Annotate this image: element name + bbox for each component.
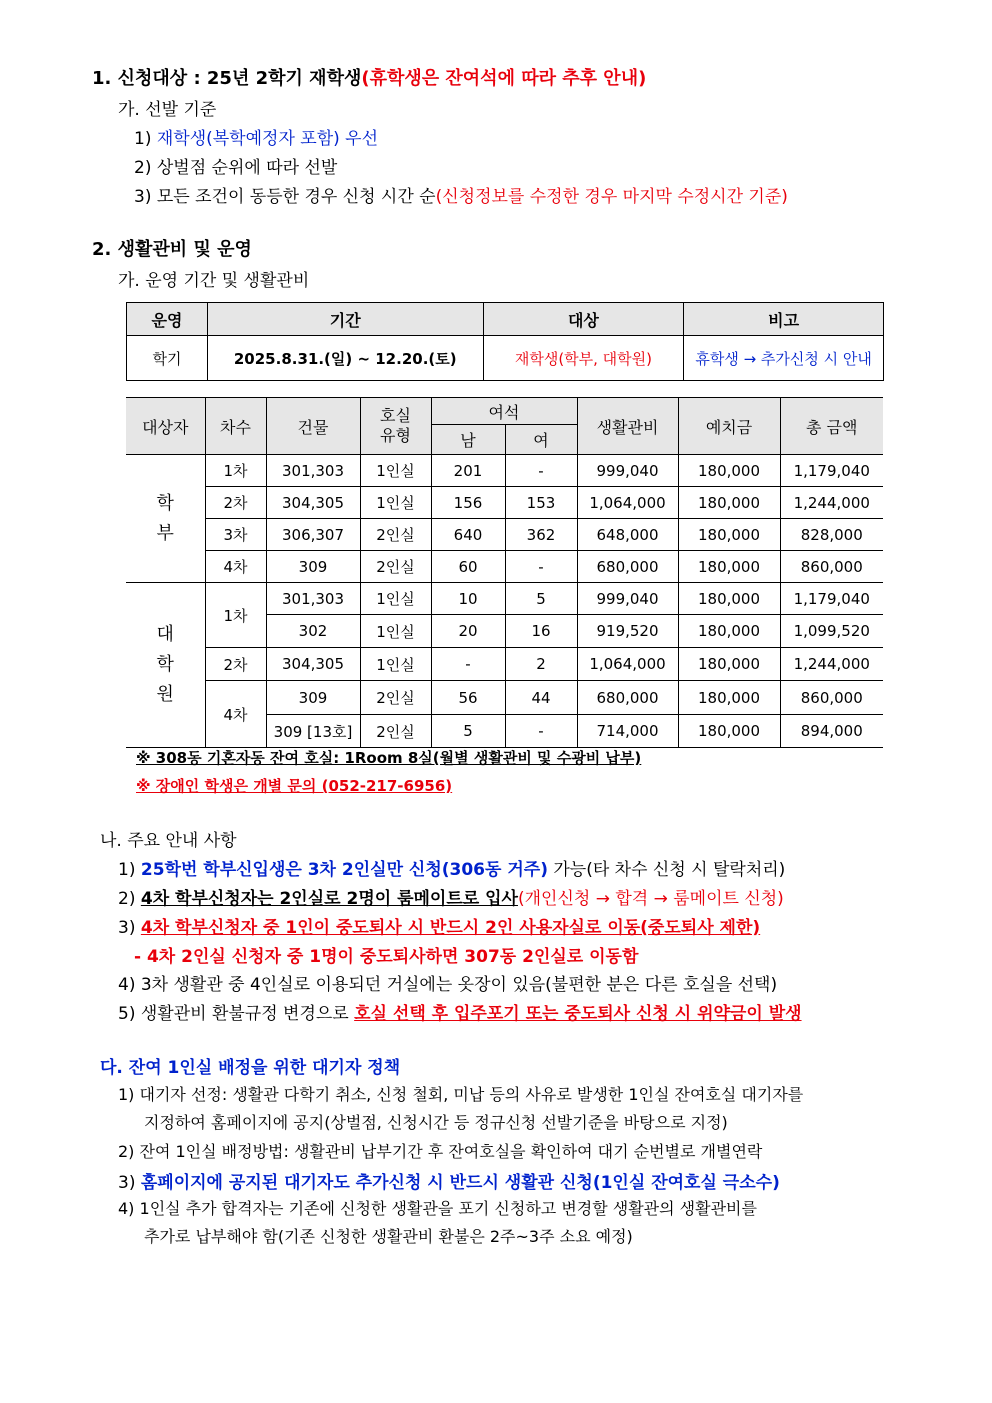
header-total: 총 금액: [780, 398, 883, 455]
header-round: 차수: [205, 398, 266, 455]
cell-round: 3차: [205, 519, 266, 551]
cell-room: 1인실: [360, 455, 431, 487]
notice-item-1: [118, 855, 785, 880]
header-remark: 비고: [684, 303, 884, 336]
cell-deposit: 180,000: [678, 455, 780, 487]
cell-female: 2: [505, 648, 577, 681]
header-target-group: 대상자: [126, 398, 205, 455]
cell-male: 5: [431, 715, 505, 748]
criteria-item-3-text: 3) 모든 조건이 동등한 경우 신청 시간 순: [134, 187, 436, 207]
cell-room: 2인실: [360, 551, 431, 583]
cell-deposit: 180,000: [678, 715, 780, 748]
cell-total: 860,000: [780, 551, 883, 583]
cell-fee: 1,064,000: [577, 648, 678, 681]
header-deposit: 예치금: [678, 398, 780, 455]
cell-round: 4차: [205, 551, 266, 583]
operation-cell: 학기: [127, 336, 208, 381]
cell-room: 1인실: [360, 648, 431, 681]
cell-male: 156: [431, 487, 505, 519]
cell-deposit: 180,000: [678, 681, 780, 715]
remark-cell: 휴학생 → 추가신청 시 안내: [684, 336, 884, 381]
waitlist-item-4: 4) 1인실 추가 합격자는 기존에 신청한 생활관을 포기 신청하고 변경할 생활관의 생활관비를: [118, 1199, 757, 1218]
note-married-dorm: ※ 308동 기혼자동 잔여 호실: 1Room 8실(월별 생활관비 및 수광비 납부): [136, 749, 642, 767]
cell-total: 1,244,000: [780, 487, 883, 519]
cell-fee: 680,000: [577, 681, 678, 715]
cell-male: -: [431, 648, 505, 681]
waitlist-item-1-cont: 지정하여 홈페이지에 공지(상벌점, 신청시간 등 정규신청 선발기준을 바탕으로 지정): [144, 1113, 728, 1132]
cell-room: 1인실: [360, 615, 431, 648]
waitlist-item-3: [118, 1168, 780, 1193]
cell-total: 1,099,520: [780, 615, 883, 648]
cell-total: 894,000: [780, 715, 883, 748]
waitlist-item-3-num: 3): [118, 1173, 141, 1193]
selection-criteria-heading: 가. 선발 기준: [118, 100, 217, 120]
cell-fee: 648,000: [577, 519, 678, 551]
header-operation: 운영: [127, 303, 208, 336]
cell-fee: 680,000: [577, 551, 678, 583]
criteria-item-3-note: (신청정보를 수정한 경우 마지막 수정시간 기준): [435, 187, 788, 207]
cell-total: 1,179,040: [780, 583, 883, 615]
cell-fee: 714,000: [577, 715, 678, 748]
cell-male: 10: [431, 583, 505, 615]
notice-item-2: [118, 884, 784, 909]
cell-room: 1인실: [360, 583, 431, 615]
cell-round: 1차: [205, 583, 266, 648]
table-row: [126, 519, 883, 551]
cell-building: 306,307: [266, 519, 360, 551]
main-notice-heading: 나. 주요 안내 사항: [100, 831, 237, 851]
cell-fee: 1,064,000: [577, 487, 678, 519]
cell-round: 2차: [205, 487, 266, 519]
cell-male: 56: [431, 681, 505, 715]
fee-table-header-1: [126, 398, 883, 425]
notice-item-3: [118, 913, 760, 938]
cell-building: 309 [13호]: [266, 715, 360, 748]
cell-female: 362: [505, 519, 577, 551]
notice-item-2-note: (개인신청 → 합격 → 룸메이트 신청): [517, 889, 784, 909]
section1-title-text: 1. 신청대상 : 25년 2학기 재학생: [92, 68, 362, 89]
criteria-item-1: [134, 124, 378, 149]
cell-fee: 999,040: [577, 583, 678, 615]
group-undergrad: 학 부: [126, 455, 205, 583]
cell-female: 44: [505, 681, 577, 715]
operation-table-header: [127, 303, 884, 336]
cell-male: 201: [431, 455, 505, 487]
cell-fee: 999,040: [577, 455, 678, 487]
cell-male: 20: [431, 615, 505, 648]
cell-deposit: 180,000: [678, 519, 780, 551]
table-row: [126, 551, 883, 583]
cell-fee: 919,520: [577, 615, 678, 648]
notice-item-5-text: 5) 생활관비 환불규정 변경으로: [118, 1004, 355, 1024]
cell-female: -: [505, 455, 577, 487]
cell-room: 2인실: [360, 681, 431, 715]
notice-item-1-num: 1): [118, 860, 141, 880]
waitlist-heading: 다. 잔여 1인실 배정을 위한 대기자 정책: [100, 1058, 401, 1078]
criteria-item-3: [134, 182, 788, 207]
notice-item-5-warning: 호실 선택 후 입주포기 또는 중도퇴사 신청 시 위약금이 발생: [354, 1004, 802, 1024]
cell-building: 302: [266, 615, 360, 648]
header-male: 남: [431, 425, 505, 455]
section1-title: [92, 64, 646, 90]
notice-item-2-bold: 4차 학부신청자는 2인실로 2명이 룸메이트로 입사: [140, 889, 518, 909]
group-graduate: 대 학 원: [126, 583, 205, 748]
waitlist-item-3-text: 홈페이지에 공지된 대기자도 추가신청 시 반드시 생활관 신청(1인실 잔여호실 극소수): [140, 1173, 780, 1193]
cell-building: 309: [266, 551, 360, 583]
cell-total: 1,244,000: [780, 648, 883, 681]
period-cell: 2025.8.31.(일) ~ 12.20.(토): [207, 336, 483, 381]
waitlist-item-1: 1) 대기자 선정: 생활관 다학기 취소, 신청 철회, 미납 등의 사유로 발생한 1인실 잔여호실 대기자를: [118, 1085, 804, 1104]
cell-male: 60: [431, 551, 505, 583]
header-target: 대상: [483, 303, 684, 336]
criteria-item-1-num: 1): [134, 129, 157, 149]
cell-building: 304,305: [266, 648, 360, 681]
operation-heading: 가. 운영 기간 및 생활관비: [118, 271, 310, 291]
notice-item-1-tail: 가능(타 차수 신청 시 탈락처리): [547, 860, 786, 880]
cell-female: -: [505, 715, 577, 748]
cell-female: 153: [505, 487, 577, 519]
cell-building: 304,305: [266, 487, 360, 519]
fee-table: [126, 397, 883, 748]
operation-table: [126, 302, 884, 381]
header-fee: 생활관비: [577, 398, 678, 455]
cell-total: 1,179,040: [780, 455, 883, 487]
table-row: [126, 487, 883, 519]
waitlist-item-4-cont: 추가로 납부해야 함(기존 신청한 생활관비 환불은 2주~3주 소요 예정): [144, 1227, 633, 1246]
notice-item-2-num: 2): [118, 889, 141, 909]
cell-building: 301,303: [266, 455, 360, 487]
section1-title-note: (휴학생은 잔여석에 따라 추후 안내): [361, 68, 647, 89]
cell-deposit: 180,000: [678, 615, 780, 648]
table-row: [126, 455, 883, 487]
notice-item-3-num: 3): [118, 918, 141, 938]
cell-male: 640: [431, 519, 505, 551]
cell-room: 1인실: [360, 487, 431, 519]
cell-deposit: 180,000: [678, 551, 780, 583]
cell-round: 2차: [205, 648, 266, 681]
section2-title: 2. 생활관비 및 운영: [92, 239, 252, 260]
cell-female: 16: [505, 615, 577, 648]
operation-table-row: [127, 336, 884, 381]
header-room-type: 호실 유형: [360, 398, 431, 455]
cell-round: 1차: [205, 455, 266, 487]
table-row: [126, 583, 883, 615]
notice-item-1-bold: 25학번 학부신입생은 3차 2인실만 신청(306동 거주): [140, 860, 548, 880]
target-cell: 재학생(학부, 대학원): [483, 336, 684, 381]
criteria-item-1-text: 재학생(복학예정자 포함) 우선: [156, 129, 378, 149]
notice-item-3-sub: - 4차 2인실 신청자 중 1명이 중도퇴사하면 307동 2인실로 이동함: [134, 947, 639, 967]
cell-female: -: [505, 551, 577, 583]
table-row: [126, 681, 883, 715]
table-row: [126, 648, 883, 681]
header-female: 여: [505, 425, 577, 455]
cell-round: 4차: [205, 681, 266, 748]
header-seats: 여석: [431, 398, 577, 425]
cell-deposit: 180,000: [678, 648, 780, 681]
note-disabled-students: ※ 장애인 학생은 개별 문의 (052-217-6956): [136, 777, 453, 795]
criteria-item-2: 2) 상벌점 순위에 따라 선발: [134, 158, 338, 178]
header-building: 건물: [266, 398, 360, 455]
cell-female: 5: [505, 583, 577, 615]
header-period: 기간: [207, 303, 483, 336]
cell-deposit: 180,000: [678, 487, 780, 519]
cell-room: 2인실: [360, 715, 431, 748]
cell-building: 301,303: [266, 583, 360, 615]
notice-item-3-text: 4차 학부신청자 중 1인이 중도퇴사 시 반드시 2인 사용자실로 이동(중도퇴사 제한): [140, 918, 761, 938]
waitlist-item-2: 2) 잔여 1인실 배정방법: 생활관비 납부기간 후 잔여호실을 확인하여 대기 순번별로 개별연락: [118, 1142, 763, 1161]
notice-item-5: [118, 999, 802, 1024]
cell-room: 2인실: [360, 519, 431, 551]
cell-total: 860,000: [780, 681, 883, 715]
cell-total: 828,000: [780, 519, 883, 551]
cell-building: 309: [266, 681, 360, 715]
notice-item-4: 4) 3차 생활관 중 4인실로 이용되던 거실에는 옷장이 있음(불편한 분은 다른 호실을 선택): [118, 975, 778, 995]
cell-deposit: 180,000: [678, 583, 780, 615]
